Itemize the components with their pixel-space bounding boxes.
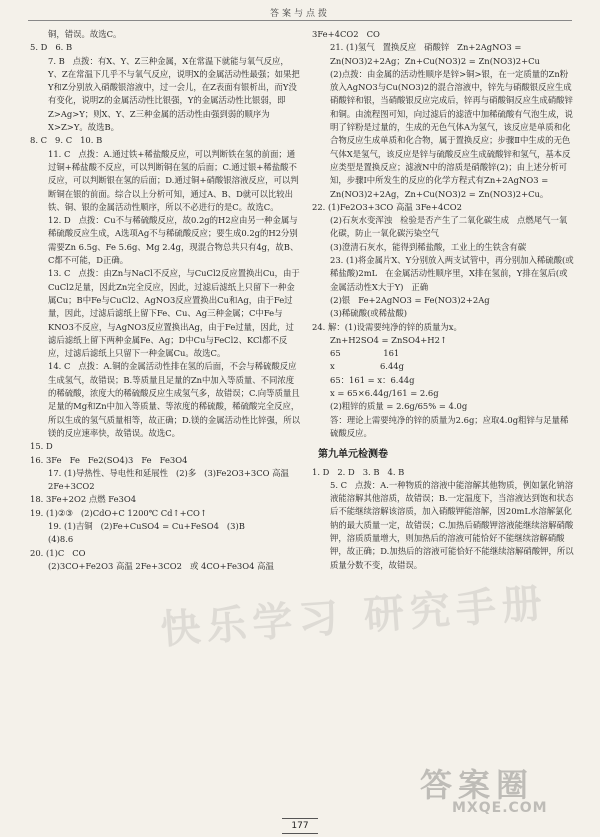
answer-line: (2)点拨：由金属的活动性顺序是锌>铜>银，在一定质量的Zn粉放入AgNO3与Cu(NO3)2的混合溶液中，锌先与硝酸银反应生成硝酸锌和银，当硝酸银反应完成后，锌再与硝酸铜反应生成硝酸锌和铜。由流程图可知，向过滤后的滤渣中加稀硫酸有气泡生成，说明了锌粉是过量的，生成的无色气体A为氢气，该反应是单质和化合物反应生成单质和化合物，属于置换反应；步骤Ⅱ中生成的无色气体X是氢气，该反应是锌与硫酸反应生成硫酸锌和氢气，基本反应类型是置换反应；滤液N中的溶质是硝酸锌(2)；由上述分析可知，步骤Ⅰ中所发生的反应的化学方程式有Zn+2AgNO3 = Zn(NO3)2+2Ag，Zn+Cu(NO3)2 = Zn(NO3)2+Cu。 — [330, 68, 573, 199]
answer-line: 19. (1)②③ (2)CdO+C 1200℃ Cd↑+CO↑ — [30, 507, 207, 518]
watermark-text: 快乐学习 研究手册 — [159, 580, 550, 654]
answer-line: x = 65×6.44g/161 = 2.6g — [330, 388, 439, 399]
answer-line: Zn+H2SO4 = ZnSO4+H2↑ — [330, 334, 447, 345]
unit9-answers — [312, 466, 574, 572]
watermark-url: MXQE.COM — [452, 800, 548, 816]
answer-line: 17. (1)导热性、导电性和延展性 (2)多 (3)Fe2O3+3CO 高温 2Fe+3CO2 — [48, 467, 292, 492]
answer-line: 12. D 点拨：Cu不与稀硫酸反应，故0.2g的H2应由另一种金属与稀硫酸反应生成，A选项Ag不与稀硫酸反应；要生成0.2g的H2分别需要Zn 6.5g、Fe 5.6g、Mg 2.4g，现混合物总共只有4g，故B、C都不可能，D正确。 — [48, 215, 299, 266]
section-title: 第九单元检测卷 — [318, 449, 388, 461]
answer-line: 13. C 点拨：由Zn与NaCl不反应，与CuCl2反应置换出Cu，由于CuCl2足量，因此Zn完全反应，因此，过滤后滤纸上只留下一种金属Cu；B中Fe与CuCl2、AgNO3反应置换出Cu和Ag，由于Fe过量，因此，过滤后滤纸上留下Fe、Cu、Ag三种金属；C中Fe与KNO3不反应，与AgNO3反应置换出Ag，由于Fe过量，因此，过滤后滤纸上留下两种金属Fe、Ag；D中Cu与FeCl2、KCl都不反应，过滤后滤纸上只留下一种金属Cu。故选C。 — [48, 268, 300, 359]
answer-line: 19. (1)吉铜 (2)Fe+CuSO4 = Cu+FeSO4 (3)B — [48, 520, 245, 531]
answer-line: 11. C 点拨：A.通过铁+稀盐酸反应，可以判断铁在氢的前面；通过铜+稀盐酸不反应，可以判断铜在氢的后面；C.通过银+稀盐酸不反应，可以判断银在氢的后面；D.通过铜+硝酸银溶液反应，可以判断铜在银的前面。综合以上分析可知，通过A、B、D就可以比较出铁、铜、银的金属活动性顺序，所以不必进行的是C。故选C。 — [48, 148, 299, 212]
answer-line: 5. D 6. B — [30, 42, 73, 53]
answer-line: 15. D — [30, 441, 53, 452]
right-column — [312, 28, 574, 572]
answer-line: (2)石灰水变浑浊 检验是否产生了二氧化碳生成 点燃尾气一氧化碳，防止一氧化碳污染空气 — [330, 215, 568, 239]
header-title: 答案与点拨 — [269, 9, 330, 19]
answer-line: 65：161 = x：6.44g — [330, 374, 415, 385]
answer-line: 23. (1)将金属片X、Y分别放入两支试管中，再分别加入稀硫酸(或稀盐酸)2mL 在金属活动性顺序里，X排在氢前，Y排在氢后(或金属活动性X大于Y) 正确 — [330, 255, 574, 292]
answer-line: (2)银 Fe+2AgNO3 = Fe(NO3)2+2Ag — [330, 294, 490, 305]
answer-line: 答：理论上需要纯净的锌的质量为2.6g；应取4.0g粗锌与足量稀硫酸反应。 — [330, 414, 569, 438]
left-column — [30, 28, 302, 573]
answer-line: (4)8.6 — [48, 534, 74, 545]
answer-line: 3Fe+4CO2 CO — [312, 29, 380, 39]
right-answers — [312, 28, 574, 440]
answer-line: 5. C 点拨：A.一种物质的溶液中能溶解其他物质，例如氯化钠溶液能溶解其他溶质，故错误；B.一定温度下，当溶液达到饱和状态后不能继续溶解该溶质，加入硝酸钾能溶解，因20mL水溶解氯化钠的最大质量一定，故错误；C.加热后硝酸钾溶液能继续溶解硝酸钾，溶质质量增大，则加热后的溶液可能恰好不能继续溶解硝酸钾，故正确；D.加热后的溶液可能恰好不能继续溶解硝酸钾，所以质量分数不变，故错误。 — [330, 479, 574, 570]
answer-line: 7. B 点拨：有X、Y、Z三种金属，X在常温下就能与氧气反应，Y、Z在常温下几乎不与氧气反应，说明X的金属活动性最强；如果把Y和Z分别放入硝酸银溶液中，过一会儿，在Z表面有银析出，而Y没有变化，说明Z的金属活动性比银强，Y的金属活动性比银弱，即Z>Ag>Y；则X、Y、Z三种金属的活动性由强到弱的顺序为X>Z>Y。故选B。 — [48, 55, 300, 133]
answer-line: 1. D 2. D 3. B 4. B — [312, 466, 405, 477]
answer-line: 铜，错误。故选C。 — [48, 29, 122, 39]
answer-line: 20. (1)C CO — [30, 547, 86, 558]
answer-line: (3)稀硫酸(或稀盐酸) — [330, 308, 408, 319]
answer-line: (2)粗锌的质量 = 2.6g/65% = 4.0g — [330, 401, 468, 412]
answer-line: 8. C 9. C 10. B — [30, 135, 103, 146]
answer-line: 24. 解：(1)设需要纯净的锌的质量为x。 — [312, 321, 462, 332]
answer-line: x 6.44g — [330, 361, 404, 372]
page-number: 177 — [282, 818, 318, 834]
answer-line: (2)3CO+Fe2O3 高温 2Fe+3CO2 或 4CO+Fe3O4 高温 — [48, 560, 274, 571]
answer-line: 18. 3Fe+2O2 点燃 Fe3O4 — [30, 494, 137, 505]
page-header — [0, 0, 600, 24]
watermark-logo: 答案圈 — [420, 766, 535, 804]
answer-line: (3)澄清石灰水，能得到稀盐酸，工业上的生铁含有碳 — [330, 241, 527, 252]
answer-line: 21. (1)氢气 置换反应 硝酸锌 Zn+2AgNO3 = Zn(NO3)2+2Ag；Zn+Cu(NO3)2 = Zn(NO3)2+Cu — [330, 42, 540, 66]
answer-line: 16. 3Fe Fe Fe2(SO4)3 Fe Fe3O4 — [30, 454, 188, 465]
answer-line: 22. (1)Fe2O3+3CO 高温 3Fe+4CO2 — [312, 201, 462, 212]
answer-line: 65 161 — [330, 348, 400, 359]
answer-line: 14. C 点拨：A.铜的金属活动性排在氢的后面，不会与稀硫酸反应生成氢气，故错误；B.等质量且足量的Zn中加入等质量、不同浓度的稀硫酸，浓度大的稀硫酸反应生成氢气多，故错误；C.向等质量且足量的Mg和Zn中加入等质量、等浓度的稀硫酸，稀硫酸完全反应，所以生成的氢气质量相等，故正确；D.镁的金属活动性比锌强，所以镁的反应速率快，故错误。故选C。 — [48, 361, 300, 438]
header-rule — [28, 20, 572, 21]
